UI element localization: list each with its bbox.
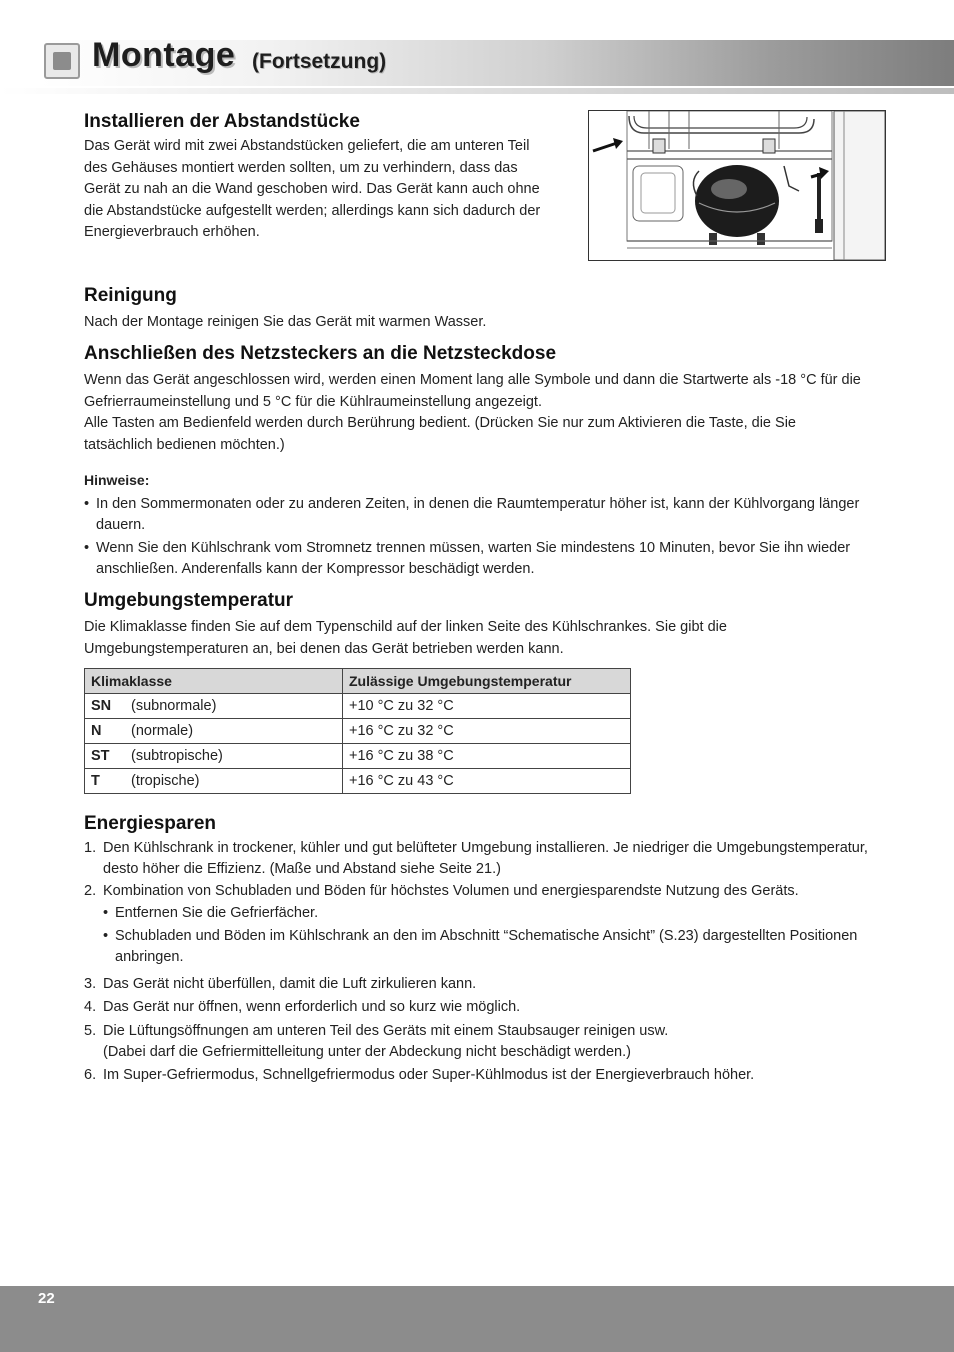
- note-text: In den Sommermonaten oder zu anderen Zeiten, in denen die Raumtemperatur höher ist, kann der Kühlvorgang länger dauern.: [96, 496, 860, 533]
- item-number: 6.: [84, 1067, 97, 1083]
- class-code: T: [91, 773, 100, 789]
- table-cell: +16 °C zu 38 °C: [343, 744, 631, 769]
- heading-spacers: Installieren der Abstandstücke: [84, 111, 360, 132]
- energy-subitem: [103, 926, 890, 968]
- class-code: N: [91, 723, 102, 739]
- ambient-line: Umgebungstemperaturen an, bei denen das Gerät betrieben werden kann.: [84, 640, 564, 657]
- page-subtitle: (Fortsetzung): [252, 50, 387, 73]
- footer-bar: [0, 1286, 954, 1352]
- table-row: [85, 719, 631, 744]
- spacers-line: Gerät zu nah an die Wand geschoben wird. Das Gerät kann auch ohne: [84, 181, 540, 197]
- notes-heading: Hinweise:: [84, 472, 150, 488]
- subitem-text: Entfernen Sie die Gefrierfächer.: [115, 905, 319, 921]
- table-row: [85, 744, 631, 769]
- class-name: (normale): [131, 723, 194, 739]
- table-cell: +10 °C zu 32 °C: [343, 694, 631, 719]
- table-row: [85, 694, 631, 719]
- table-cell: [85, 694, 343, 719]
- item-number: 2.: [84, 883, 97, 899]
- table-cell: +16 °C zu 32 °C: [343, 719, 631, 744]
- item-text: Das Gerät nicht überfüllen, damit die Luft zirkulieren kann.: [103, 976, 477, 992]
- header-rule: [0, 88, 954, 94]
- note-item: [84, 494, 890, 536]
- class-name: (subnormale): [131, 698, 217, 714]
- item-text: Kombination von Schubladen und Böden für höchstes Volumen und energiesparendste Nutzung des Geräts.: [103, 883, 799, 899]
- note-item: [84, 538, 890, 580]
- class-name: (tropische): [131, 773, 200, 789]
- spacers-line: Das Gerät wird mit zwei Abstandstücken geliefert, die am unteren Teil: [84, 138, 530, 154]
- compressor-illustration: [589, 111, 885, 260]
- table-row: [85, 769, 631, 794]
- heading-ambient: Umgebungstemperatur: [84, 590, 294, 611]
- heading-cleaning: Reinigung: [84, 285, 177, 306]
- heading-plug: Anschließen des Netzsteckers an die Netzsteckdose: [84, 343, 557, 364]
- energy-item: [84, 997, 890, 1018]
- spacers-line: des Gehäuses montiert werden sollten, um zu verhindern, dass das: [84, 159, 518, 176]
- table-cell: [85, 744, 343, 769]
- spacers-line: Energieverbrauch erhöhen.: [84, 224, 260, 240]
- plug-line: tatsächlich bedienen möchten.): [84, 436, 285, 453]
- item-text: Den Kühlschrank in trockener, kühler und gut belüfteter Umgebung installieren. Je niedriger die Umgebungstemperatur, desto höher die Effizienz. (Maße und Abstand siehe Seite 21.): [103, 840, 868, 877]
- item-text: Das Gerät nur öffnen, wenn erforderlich und so kurz wie möglich.: [103, 999, 521, 1015]
- table-header-cell: Klimaklasse: [85, 669, 343, 694]
- subitem-text: Schubladen und Böden im Kühlschrank an den im Abschnitt “Schematische Ansicht” (S.23) dargestellten Positionen anbringen.: [115, 928, 858, 965]
- table-header-row: [85, 669, 631, 694]
- table-header-cell: Zulässige Umgebungstemperatur: [343, 669, 631, 694]
- item-number: 5.: [84, 1023, 97, 1039]
- energy-item: [84, 838, 890, 880]
- note-text: Wenn Sie den Kühlschrank vom Stromnetz trennen müssen, warten Sie mindestens 10 Minuten, bevor Sie ihn wieder anschließen. Anderenfalls kann der Kompressor beschädigt werden.: [96, 540, 851, 577]
- item-number: 1.: [84, 840, 97, 856]
- item-text: Im Super-Gefriermodus, Schnellgefriermodus oder Super-Kühlmodus ist der Energieverbrauch höher.: [103, 1067, 755, 1083]
- ambient-line: Die Klimaklasse finden Sie auf dem Typenschild auf der linken Seite des Kühlschrankes. Sie gibt die: [84, 619, 727, 635]
- class-code: ST: [91, 748, 110, 764]
- energy-item: [84, 974, 890, 995]
- page-title: Montage: [92, 36, 236, 74]
- energy-item: [84, 1021, 890, 1063]
- class-name: (subtropische): [131, 748, 223, 764]
- section-square-icon: [44, 43, 80, 79]
- item-number: 4.: [84, 999, 97, 1015]
- page-number: 22: [38, 1290, 55, 1307]
- plug-line: Wenn das Gerät angeschlossen wird, werden einen Moment lang alle Symbole und dann die Startwerte als -18 °C für die: [84, 372, 861, 388]
- bullet-icon: •: [103, 905, 109, 921]
- spacer-installation-figure: [588, 110, 886, 261]
- bullet-icon: •: [103, 928, 109, 944]
- spacers-paragraph: [84, 136, 574, 244]
- table-cell: +16 °C zu 43 °C: [343, 769, 631, 794]
- energy-item: [84, 881, 890, 902]
- energy-subitem: [103, 903, 890, 924]
- spacers-line: die Abstandstücke aufgestellt werden; allerdings kann sich dadurch der: [84, 202, 541, 219]
- item-text: Die Lüftungsöffnungen am unteren Teil des Geräts mit einem Staubsauger reinigen usw.: [103, 1023, 669, 1039]
- table-cell: [85, 769, 343, 794]
- table-cell: [85, 719, 343, 744]
- plug-paragraph: [84, 370, 904, 456]
- heading-energy: Energiesparen: [84, 813, 216, 834]
- bullet-icon: •: [84, 496, 90, 512]
- cleaning-text: Nach der Montage reinigen Sie das Gerät mit warmen Wasser.: [84, 314, 487, 330]
- item-text-continued: (Dabei darf die Gefriermittelleitung unter der Abdeckung nicht beschädigt werden.): [103, 1044, 631, 1060]
- energy-item: [84, 1065, 890, 1086]
- class-code: SN: [91, 698, 112, 714]
- plug-line: Gefrierraumeinstellung und 5 °C für die Kühlraumeinstellung angezeigt.: [84, 393, 542, 410]
- ambient-paragraph: [84, 617, 904, 660]
- item-number: 3.: [84, 976, 97, 992]
- bullet-icon: •: [84, 540, 90, 556]
- plug-line: Alle Tasten am Bedienfeld werden durch Berührung bedient. (Drücken Sie nur zum Aktivieren die Taste, die Sie: [84, 415, 796, 431]
- climate-class-table: [84, 668, 631, 794]
